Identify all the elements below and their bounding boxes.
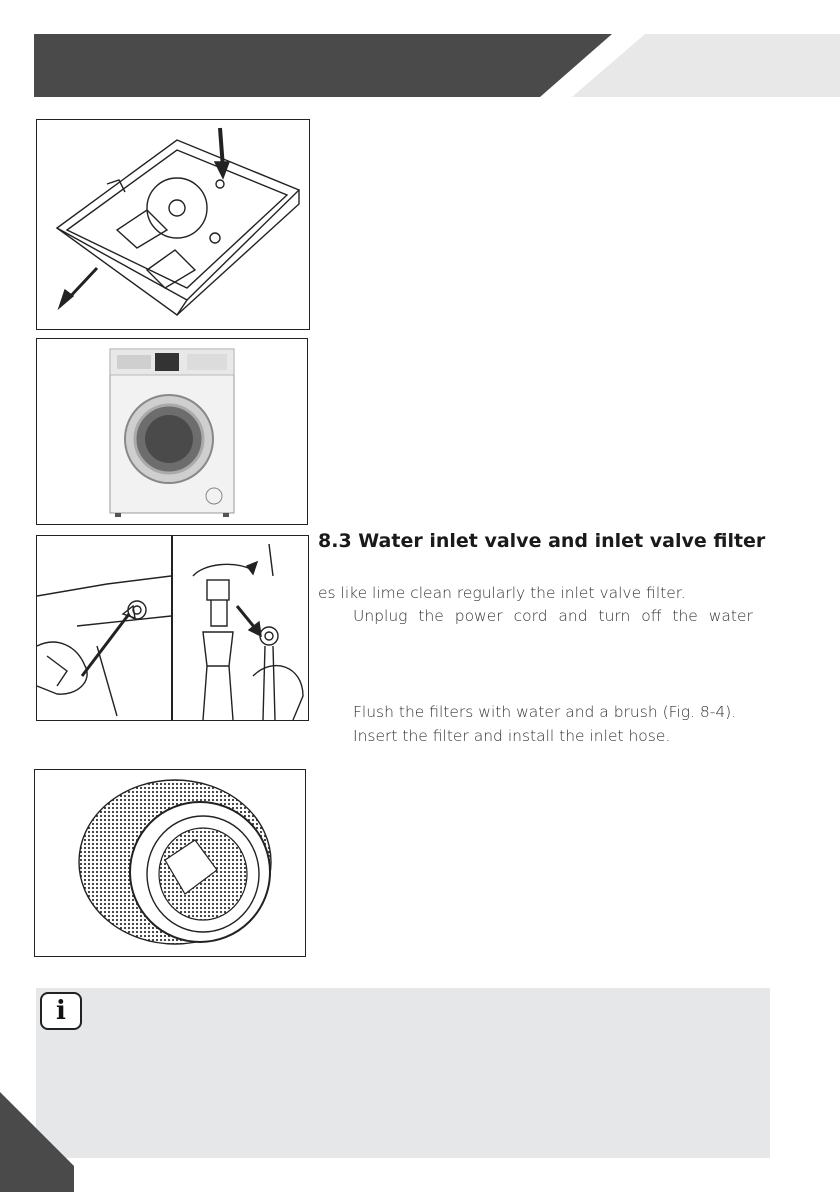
step-insert: Insert the filter and install the inlet hose. — [353, 727, 671, 745]
note-panel — [36, 988, 770, 1158]
info-icon: i — [40, 992, 82, 1030]
figure-washing-machine — [36, 338, 308, 525]
intro-text: es like lime clean regularly the inlet valve filter. — [318, 584, 686, 602]
header-light-tab — [572, 34, 840, 97]
page-corner-tab — [0, 1080, 80, 1192]
header-band — [0, 0, 840, 100]
section-title: 8.3 Water inlet valve and inlet valve filter — [318, 530, 766, 552]
figure-inlet-valve-brush — [36, 535, 172, 721]
step-flush: Flush the filters with water and a brush (Fig. 8-4). — [353, 703, 737, 721]
header-dark-bar — [34, 34, 612, 97]
figure-drum — [34, 769, 306, 957]
figure-inlet-valve-filter — [172, 535, 309, 721]
step-unplug: Unplug the power cord and turn off the water — [353, 607, 753, 625]
figure-detergent-drawer — [36, 119, 310, 330]
